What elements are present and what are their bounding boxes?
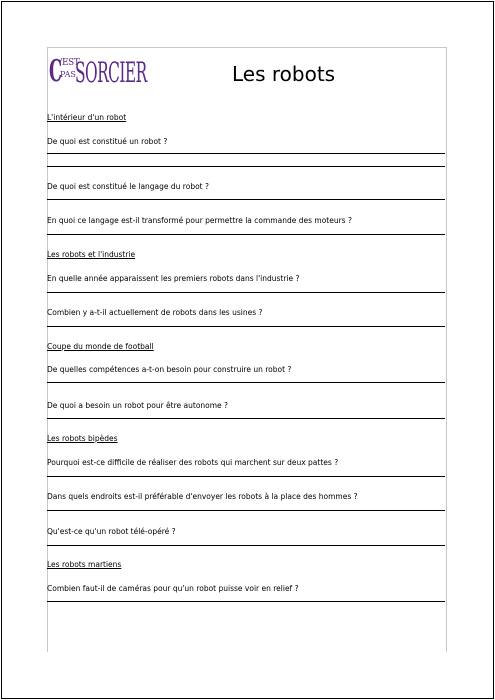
answer-line [47,153,445,154]
answer-line [47,234,445,235]
cest-pas-sorcier-logo: C 'EST PAS SORCIER [49,54,147,89]
page-title: Les robots [232,62,336,86]
answer-line [47,545,445,546]
section-heading: L'intérieur d'un robot [47,113,127,122]
section-heading: Les robots martiens [47,560,122,569]
question-text: En quoi ce langage est-il transformé pour permettre la commande des moteurs ? [47,216,352,225]
question-text: Qu'est-ce qu'un robot télé-opéré ? [47,527,176,536]
answer-line [47,326,445,327]
question-text: Dans quels endroits est-il préférable d'envoyer les robots à la place des hommes ? [47,492,358,501]
answer-line [47,199,445,200]
answer-line [47,382,445,383]
answer-line [47,510,445,511]
question-text: De quoi a besoin un robot pour être autonome ? [47,401,229,410]
answer-line [47,476,445,477]
question-text: De quelles compétences a-t-on besoin pour construire un robot ? [47,365,292,374]
answer-line [47,166,445,167]
section-heading: Les robots bipèdes [47,434,118,443]
question-text: Pourquoi est-ce difficile de réaliser des robots qui marchent sur deux pattes ? [47,458,339,467]
answer-line [47,601,445,602]
question-text: Combien faut-il de caméras pour qu'un robot puisse voir en relief ? [47,584,299,593]
answer-line [47,292,445,293]
section-heading: Coupe du monde de football [47,342,154,351]
question-text: En quelle année apparaissent les premiers robots dans l'industrie ? [47,274,300,283]
answer-line [47,418,445,419]
section-heading: Les robots et l'industrie [47,250,136,259]
question-text: De quoi est constitué un robot ? [47,137,168,146]
question-text: Combien y a-t-il actuellement de robots dans les usines ? [47,308,263,317]
question-text: De quoi est constitué le langage du robot ? [47,182,209,191]
